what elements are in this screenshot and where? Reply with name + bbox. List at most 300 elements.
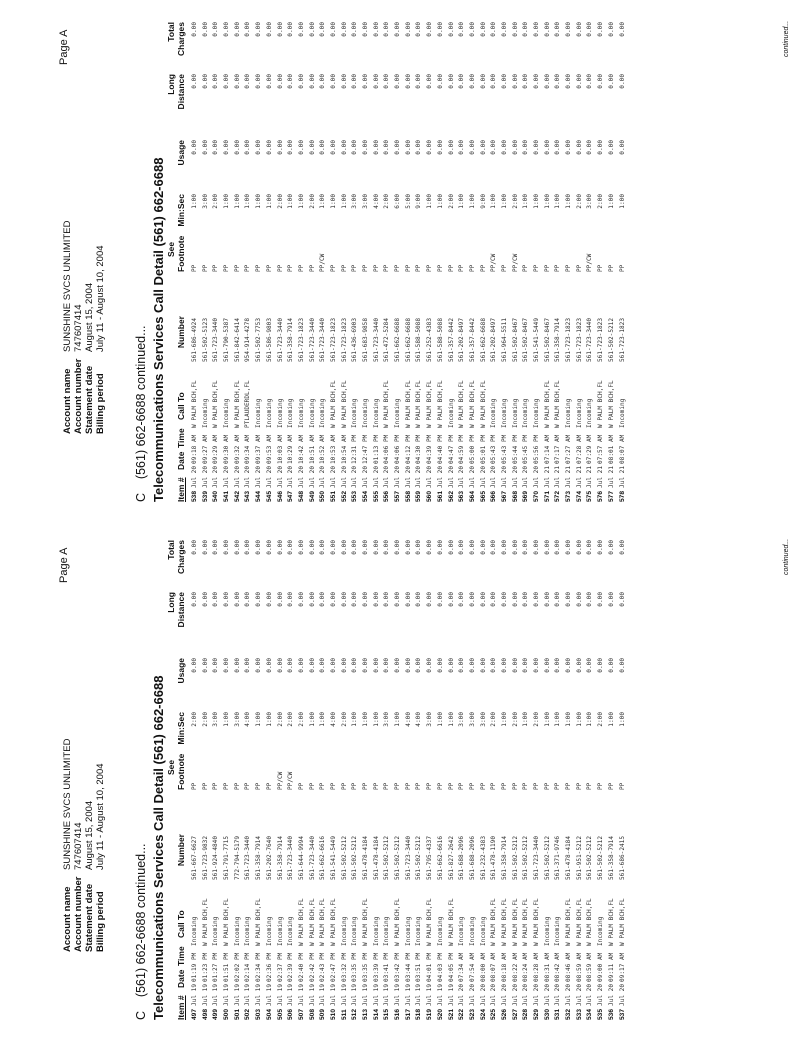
account-info [62, 202, 106, 434]
section-title: (561) 662-6688 continued... [134, 843, 148, 998]
cell-footnote: PP [554, 264, 562, 272]
cell-total-charges: 0.00 [404, 540, 412, 555]
cell-number: 561-723-1823 [575, 317, 583, 362]
cell-time: 01:13 PM [372, 434, 380, 464]
cell-time: 04:06 PM [383, 434, 391, 464]
cell-footnote: PP [586, 782, 594, 790]
table-row [393, 540, 404, 1020]
cell-usage: 0.00 [297, 140, 305, 155]
cell-footnote: PP [447, 264, 455, 272]
cell-item: 552 [340, 490, 348, 502]
cell-minsec: 1:00 [565, 194, 573, 209]
cell-usage: 0.00 [522, 140, 530, 155]
cell-date: Jul 19 [255, 983, 263, 1006]
cell-time: 02:14 PM [244, 952, 252, 982]
cell-date: Jul 20 [586, 983, 594, 1006]
cell-footnote: PP [297, 264, 305, 272]
cell-time: 02:40 PM [297, 952, 305, 982]
table-row [436, 540, 447, 1020]
cell-time: 09:34 AM [244, 434, 252, 464]
cell-number: 561-827-2642 [447, 835, 455, 880]
cell-total-charges: 0.00 [233, 22, 241, 37]
cell-item: 529 [533, 1008, 540, 1020]
cell-number: 561-683-9858 [362, 317, 369, 362]
cell-usage: 0.00 [297, 658, 305, 673]
cell-minsec: 1:00 [575, 712, 583, 727]
cell-usage: 0.00 [244, 658, 252, 673]
cell-usage: 0.00 [565, 658, 573, 673]
cell-usage: 0.00 [255, 140, 263, 155]
table-row [457, 540, 468, 1020]
cell-total-charges: 0.00 [223, 22, 231, 37]
section-heading [134, 325, 148, 502]
cell-total-charges: 0.00 [543, 540, 551, 555]
cell-item: 563 [458, 490, 466, 502]
cell-item: 575 [586, 490, 594, 502]
cell-call-to: Incoming [244, 916, 252, 946]
cell-call-to: W PALM BCH,FL [533, 898, 540, 946]
account-info [62, 720, 106, 952]
account-name: SUNSHINE SVCS UNLIMITED [62, 738, 73, 870]
cell-item: 544 [255, 490, 263, 502]
table-row [318, 540, 329, 1020]
cell-footnote: PP/CW [511, 253, 519, 272]
cell-usage: 0.00 [468, 658, 476, 673]
cell-footnote: PP [351, 782, 359, 790]
cell-number: 561-588-5088 [415, 317, 423, 362]
cell-total-charges: 0.00 [255, 22, 263, 37]
cell-long-distance: 0.00 [265, 592, 273, 607]
cell-long-distance: 0.00 [607, 74, 615, 89]
cell-date: Jul 20 [426, 465, 434, 488]
cell-total-charges: 0.00 [533, 540, 540, 555]
cell-time: 02:34 PM [255, 952, 263, 982]
cell-usage: 0.00 [340, 140, 348, 155]
cell-minsec: 2:00 [212, 194, 220, 209]
cell-minsec: 4:00 [329, 712, 337, 727]
cell-usage: 0.00 [607, 658, 615, 673]
cell-number: 561-723-1823 [340, 317, 348, 362]
cell-minsec: 1:00 [265, 194, 273, 209]
table-row [329, 540, 340, 1020]
cell-date: Jul 19 [223, 983, 231, 1006]
cell-footnote: PP [426, 264, 434, 272]
page-label: Page A [58, 547, 70, 583]
col-total: Total [166, 540, 176, 560]
cell-item: 509 [319, 1008, 327, 1020]
cell-item: 547 [287, 490, 295, 502]
cell-date: Jul 20 [265, 465, 273, 488]
cell-item: 571 [543, 490, 551, 502]
statement-page-right [0, 0, 809, 520]
cell-item: 576 [597, 490, 605, 502]
cell-minsec: 1:00 [340, 194, 348, 209]
cell-date: Jul 19 [319, 983, 327, 1006]
cell-number: 561-502-5212 [394, 835, 402, 880]
cell-total-charges: 0.00 [522, 22, 530, 37]
cell-time: 09:00 AM [597, 952, 605, 982]
cell-footnote: PP [308, 782, 316, 790]
cell-footnote: PP [351, 264, 359, 272]
cell-total-charges: 0.00 [597, 22, 605, 37]
cell-number: 561-723-3440 [404, 835, 412, 880]
cell-call-to: Incoming [223, 398, 231, 428]
table-row [329, 22, 340, 502]
cell-usage: 0.00 [404, 658, 412, 673]
cell-number: 561-723-1823 [565, 317, 573, 362]
cell-item: 533 [575, 1008, 583, 1020]
cell-total-charges: 0.00 [554, 540, 562, 555]
table-row [233, 22, 244, 502]
cell-time: 05:44 PM [511, 434, 519, 464]
col-minsec: Min:Sec [176, 194, 186, 227]
cell-item: 504 [265, 1008, 273, 1020]
cell-time: 07:28 AM [575, 434, 583, 464]
cell-total-charges: 0.00 [201, 540, 209, 555]
table-row [414, 540, 425, 1020]
billing-period-label: Billing period [95, 891, 106, 952]
cell-time: 02:43 PM [319, 952, 327, 982]
col-time: Time [176, 428, 186, 448]
cell-total-charges: 0.00 [191, 22, 198, 37]
cell-date: Jul 19 [415, 983, 423, 1006]
cell-usage: 0.00 [490, 658, 498, 673]
cell-total-charges: 0.00 [383, 540, 391, 555]
cell-usage: 0.00 [383, 658, 391, 673]
billing-period: July 11 - August 10, 2004 [95, 245, 106, 352]
cell-time: 07:27 AM [565, 434, 573, 464]
cell-usage: 0.00 [543, 658, 551, 673]
cell-footnote: PP [223, 782, 231, 790]
table-row [404, 22, 415, 502]
cell-long-distance: 0.00 [543, 592, 551, 607]
cell-time: 09:32 AM [233, 434, 241, 464]
cell-total-charges: 0.00 [415, 22, 423, 37]
cell-number: 561-723-3440 [212, 317, 220, 362]
cell-footnote: PP [244, 264, 252, 272]
cell-footnote: PP [212, 264, 220, 272]
cell-date: Jul 19 [372, 983, 380, 1006]
cell-date: Jul 19 [404, 983, 412, 1006]
cell-minsec: 2:00 [308, 194, 316, 209]
cell-number: 561-723-3440 [533, 835, 540, 880]
cell-number: 561-662-6688 [394, 317, 402, 362]
cell-date: Jul 19 [436, 983, 444, 1006]
statement-date-label: Statement date [84, 365, 95, 434]
cell-date: Jul 19 [287, 983, 295, 1006]
cell-minsec: 2:00 [191, 712, 198, 727]
cell-time: 04:59 PM [458, 434, 466, 464]
table-row [521, 22, 532, 502]
cell-call-to: Incoming [351, 398, 359, 428]
cell-time: 08:07 AM [618, 434, 626, 464]
account-number-label: Account number [73, 876, 84, 952]
cell-total-charges: 0.00 [447, 22, 455, 37]
cell-item: 527 [511, 1008, 519, 1020]
cell-call-to: Incoming [586, 398, 594, 428]
cell-minsec: 6:00 [394, 194, 402, 209]
cell-number: 561-502-5212 [351, 835, 359, 880]
cell-footnote: PP [533, 264, 540, 272]
cell-usage: 0.00 [533, 140, 540, 155]
cell-footnote: PP [533, 782, 540, 790]
cell-time: 05:43 PM [500, 434, 508, 464]
cell-number: 561-232-4383 [479, 835, 487, 880]
cell-usage: 0.00 [329, 140, 337, 155]
cell-long-distance: 0.00 [362, 74, 369, 89]
cell-date: Jul 20 [233, 465, 241, 488]
cell-long-distance: 0.00 [618, 592, 626, 607]
cell-long-distance: 0.00 [191, 592, 198, 607]
table-row [190, 540, 201, 1020]
cell-time: 03:42 PM [394, 952, 402, 982]
cell-number: 561-723-1823 [329, 317, 337, 362]
cell-date: Jul 20 [597, 983, 605, 1006]
cell-number: 561-357-8442 [468, 317, 476, 362]
cell-number: 561-723-1823 [618, 317, 626, 362]
cell-number: 561-662-6688 [479, 317, 487, 362]
cell-long-distance: 0.00 [554, 74, 562, 89]
cell-number: 561-502-5212 [597, 835, 605, 880]
cell-usage: 0.00 [308, 140, 316, 155]
table-row [286, 22, 297, 502]
cell-long-distance: 0.00 [329, 592, 337, 607]
col-footnote: Footnote [176, 235, 186, 272]
cell-call-to: Incoming [500, 398, 508, 428]
cell-date: Jul 19 [340, 983, 348, 1006]
table-row [286, 540, 297, 1020]
cell-time: 08:24 AM [522, 952, 530, 982]
cell-minsec: 2:00 [597, 194, 605, 209]
cell-footnote: PP [618, 782, 626, 790]
cell-call-to: Incoming [276, 916, 284, 946]
table-row [607, 22, 618, 502]
cell-footnote: PP [201, 264, 209, 272]
cell-time: 07:29 AM [586, 434, 594, 464]
table-row [382, 540, 393, 1020]
cell-footnote: PP [607, 782, 615, 790]
cell-date: Jul 19 [362, 983, 369, 1006]
cell-minsec: 1:00 [191, 194, 198, 209]
cell-call-to: Incoming [287, 916, 295, 946]
cell-number: 561-502-5212 [511, 835, 519, 880]
cell-date: Jul 20 [468, 465, 476, 488]
table-row [468, 540, 479, 1020]
cell-usage: 0.00 [404, 140, 412, 155]
cell-time: 09:53 AM [265, 434, 273, 464]
cell-call-to: W PALM BCH,FL [522, 898, 530, 946]
cell-footnote: PP [297, 782, 305, 790]
cell-footnote: PP [468, 264, 476, 272]
cell-long-distance: 0.00 [287, 74, 295, 89]
cell-date: Jul 20 [511, 465, 519, 488]
continued-note: continued... [783, 538, 790, 575]
cell-call-to: Incoming [597, 916, 605, 946]
cell-total-charges: 0.00 [255, 540, 263, 555]
table-row [553, 22, 564, 502]
cell-call-to: W PALM BCH,FL [607, 380, 615, 428]
statement-date: August 15, 2004 [84, 282, 95, 352]
cell-number: 561-371-9746 [554, 835, 562, 880]
cell-call-to: W PALM BCH,FL [212, 380, 220, 428]
cell-total-charges: 0.00 [500, 540, 508, 555]
cell-date: Jul 20 [404, 465, 412, 488]
cell-usage: 0.00 [511, 658, 519, 673]
cell-long-distance: 0.00 [500, 592, 508, 607]
cell-total-charges: 0.00 [426, 22, 434, 37]
cell-minsec: 1:00 [436, 194, 444, 209]
table-row [340, 540, 351, 1020]
cell-number: 561-790-5387 [223, 317, 231, 362]
cell-item: 512 [351, 1008, 359, 1020]
table-row [297, 22, 308, 502]
cell-long-distance: 0.00 [436, 592, 444, 607]
cell-time: 07:17 AM [554, 434, 562, 464]
cell-number: 561-502-5212 [543, 835, 551, 880]
cell-time: 08:59 AM [586, 952, 594, 982]
cell-minsec: 3:00 [233, 712, 241, 727]
table-row [618, 540, 629, 1020]
cell-usage: 0.00 [244, 140, 252, 155]
table-row [276, 540, 287, 1020]
cell-time: 08:46 AM [565, 952, 573, 982]
cell-total-charges: 0.00 [276, 540, 284, 555]
cell-time: 02:36 PM [265, 952, 273, 982]
cell-date: Jul 20 [255, 465, 263, 488]
cell-minsec: 9:00 [415, 194, 423, 209]
cell-total-charges: 0.00 [618, 22, 626, 37]
cell-time: 03:35 PM [351, 952, 359, 982]
cell-footnote: PP [191, 264, 198, 272]
cell-call-to: Incoming [447, 398, 455, 428]
cell-number: 561-202-8497 [490, 317, 498, 362]
cell-minsec: 3:00 [479, 712, 487, 727]
cell-long-distance: 0.00 [404, 592, 412, 607]
cell-footnote: PP [458, 782, 466, 790]
cell-long-distance: 0.00 [223, 592, 231, 607]
account-number: 747607414 [73, 304, 84, 352]
cell-footnote: PP [458, 264, 466, 272]
statement-page-left [0, 518, 809, 1038]
cell-long-distance: 0.00 [244, 592, 252, 607]
cell-date: Jul 20 [244, 465, 252, 488]
cell-usage: 0.00 [372, 658, 380, 673]
cell-number: 561-723-9832 [201, 835, 209, 880]
table-row [436, 22, 447, 502]
cell-minsec: 3:00 [383, 712, 391, 727]
cell-total-charges: 0.00 [565, 22, 573, 37]
cell-date: Jul 20 [383, 465, 391, 488]
cell-usage: 0.00 [233, 658, 241, 673]
cell-footnote: PP [415, 782, 423, 790]
cell-date: Jul 20 [329, 465, 337, 488]
cell-date: Jul 20 [607, 983, 615, 1006]
cell-date: Jul 19 [201, 983, 209, 1006]
cell-date: Jul 19 [297, 983, 305, 1006]
cell-call-to: Incoming [458, 916, 466, 946]
cell-item: 501 [233, 1008, 241, 1020]
cell-total-charges: 0.00 [372, 540, 380, 555]
cell-usage: 0.00 [586, 140, 594, 155]
cell-item: 557 [394, 490, 402, 502]
table-title: Telecommunications Services Call Detail (561) 662-6688 [151, 157, 166, 502]
cell-number: 561-541-5449 [329, 835, 337, 880]
cell-total-charges: 0.00 [618, 540, 626, 555]
account-name: SUNSHINE SVCS UNLIMITED [62, 220, 73, 352]
cell-call-to: Incoming [276, 398, 284, 428]
table-row [350, 540, 361, 1020]
cell-total-charges: 0.00 [468, 540, 476, 555]
cell-usage: 0.00 [191, 658, 198, 673]
cell-long-distance: 0.00 [586, 74, 594, 89]
cell-total-charges: 0.00 [340, 540, 348, 555]
cell-time: 09:37 AM [255, 434, 263, 464]
table-row [489, 540, 500, 1020]
cell-call-to: Incoming [618, 398, 626, 428]
cell-long-distance: 0.00 [468, 74, 476, 89]
table-row [479, 540, 490, 1020]
cell-long-distance: 0.00 [372, 74, 380, 89]
cell-footnote: PP [404, 782, 412, 790]
cell-usage: 0.00 [533, 658, 540, 673]
cell-time: 08:59 AM [575, 952, 583, 982]
table-row [468, 22, 479, 502]
cell-call-to: PTLAUDERDL,FL [244, 380, 252, 428]
cell-long-distance: 0.00 [597, 592, 605, 607]
cell-time: 02:42 PM [308, 952, 316, 982]
cell-minsec: 1:00 [565, 712, 573, 727]
cell-date: Jul 20 [458, 465, 466, 488]
cell-long-distance: 0.00 [415, 74, 423, 89]
cell-date: Jul 20 [533, 983, 540, 1006]
cell-usage: 0.00 [415, 658, 423, 673]
cell-time: 01:51 PM [223, 952, 231, 982]
cell-footnote: PP [394, 264, 402, 272]
col-see: See [166, 241, 176, 257]
cell-number: 561-502-5212 [586, 835, 594, 880]
cell-number: 561-358-7914 [255, 835, 263, 880]
cell-call-to: W PALM BCH,FL [447, 898, 455, 946]
cell-long-distance: 0.00 [415, 592, 423, 607]
cell-minsec: 1:00 [329, 194, 337, 209]
col-number: Number [176, 316, 186, 349]
cell-call-to: W PALM BCH,FL [319, 898, 327, 946]
cell-total-charges: 0.00 [415, 540, 423, 555]
cell-call-to: W PALM BCH,FL [607, 898, 615, 946]
cell-call-to: W PALM BCH,FL [191, 380, 198, 428]
cell-usage: 0.00 [362, 658, 369, 673]
cell-footnote: PP [233, 264, 241, 272]
cell-date: Jul 20 [479, 465, 487, 488]
cell-total-charges: 0.00 [575, 540, 583, 555]
cell-time: 08:07 AM [490, 952, 498, 982]
cell-number: 561-791-7715 [223, 835, 231, 880]
cell-footnote: PP/CW [586, 253, 594, 272]
cell-footnote: PP [500, 782, 508, 790]
cell-date: Jul 20 [500, 983, 508, 1006]
cell-call-to: Incoming [522, 398, 530, 428]
cell-time: 05:43 PM [490, 434, 498, 464]
cell-number: 772-794-5179 [233, 835, 241, 880]
cell-item: 553 [351, 490, 359, 502]
cell-number: 561-723-3440 [287, 835, 295, 880]
cell-number: 561-502-8467 [511, 317, 519, 362]
cell-item: 535 [597, 1008, 605, 1020]
cell-time: 03:51 PM [415, 952, 423, 982]
cell-minsec: 4:00 [244, 712, 252, 727]
cell-item: 532 [565, 1008, 573, 1020]
cell-minsec: 1:00 [255, 712, 263, 727]
